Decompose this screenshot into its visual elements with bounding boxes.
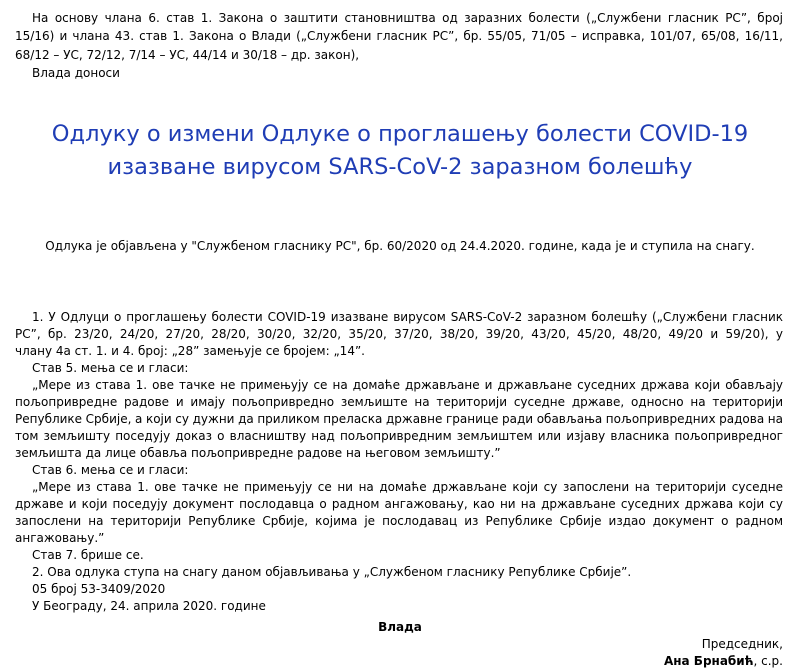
paragraph-6-quote-line: „Мере из става 1. ове тачке не примењују се ни на домаће држављане који су запослени на територији суседне (32, 480, 783, 494)
paragraph-6-quote-line: ангажовању.” (15, 531, 105, 545)
reference-number: 05 број 53-3409/2020 (32, 582, 166, 596)
paragraph-5-heading: Став 5. мења се и гласи: (32, 361, 189, 375)
point-1-line: члану 4а ст. 1. и 4. број: „28” замењује се бројем: „14”. (15, 344, 365, 358)
paragraph-5-quote-line: Републике Србије, а који су дужни да приликом преласка државне границе ради обављања пољопривредних радова на (15, 412, 783, 426)
paragraph-5-quote-line: земљишта да лице обавља пољопривредне радове на његовом земљишту.” (15, 446, 501, 460)
point-1-line: РС”, бр. 23/20, 24/20, 27/20, 28/20, 30/20, 32/20, 35/20, 37/20, 38/20, 39/20, 43/20, 45/20, 48/20, 49/20 и 59/20), у (15, 327, 783, 341)
signature-issuer: Влада (378, 620, 422, 634)
signer-suffix: , с.р. (753, 654, 783, 668)
decision-body (15, 309, 783, 615)
place-and-date: У Београду, 24. априла 2020. године (32, 599, 266, 613)
preamble-line: На основу члана 6. став 1. Закона о заштити становништва од заразних болести („Службени гласник РС”, број (32, 11, 783, 25)
paragraph-6-quote-line: државе и који поседују документ послодавца о радном ангажовању, као ни на држављане суседних држава који су (15, 497, 783, 511)
paragraph-5-quote-line: пољопривредне радове и имају пољопривредно земљиште на територији суседне државе, односно на територији (15, 395, 783, 409)
preamble-line: 15/16) и члана 43. став 1. Закона о Влади („Службени гласник РС”, бр. 55/05, 71/05 – исправка, 101/07, 65/08, 16/11, (15, 29, 783, 44)
publication-note: Одлука је објављена у "Службеном гласнику РС", бр. 60/2020 од 24.4.2020. године, када је и ступила на снагу. (45, 239, 755, 253)
signer-title: Председник, (701, 637, 783, 651)
decision-title: Одлуку о измени Одлуке о проглашењу болести COVID-19 изазване вирусом SARS-CoV-2 заразном болешћу (51, 121, 749, 180)
enacting-clause: Влада доноси (32, 65, 120, 80)
signer (664, 653, 783, 670)
paragraph-7-deletion: Став 7. брише се. (32, 548, 144, 562)
paragraph-5-quote-line: том земљишту поседују доказ о власништву над пољопривредним земљиштем или изјаву власника пољопривредног (15, 429, 783, 443)
preamble-line: 68/12 – УС, 72/12, 7/14 – УС, 44/14 и 30/18 – др. закон), (15, 47, 360, 62)
point-1-line: 1. У Одлуци о проглашењу болести COVID-19 изазване вирусом SARS-CoV-2 заразном болешћу („Службени гласник (32, 310, 783, 324)
point-2: 2. Ова одлука ступа на снагу даном објављивања у „Службеном гласнику Републике Србије”. (32, 565, 632, 579)
signer-name: Ана Брнабић (663, 654, 754, 668)
preamble (15, 9, 783, 82)
paragraph-6-heading: Став 6. мења се и гласи: (32, 463, 189, 477)
paragraph-5-quote-line: „Мере из става 1. ове тачке не примењују се на домаће држављане и држављане суседних држава који обављају (32, 378, 783, 392)
paragraph-6-quote-line: запослени на територији Републике Србије, којима је послодавац из Републике Србије издао документ о радном (15, 514, 783, 528)
